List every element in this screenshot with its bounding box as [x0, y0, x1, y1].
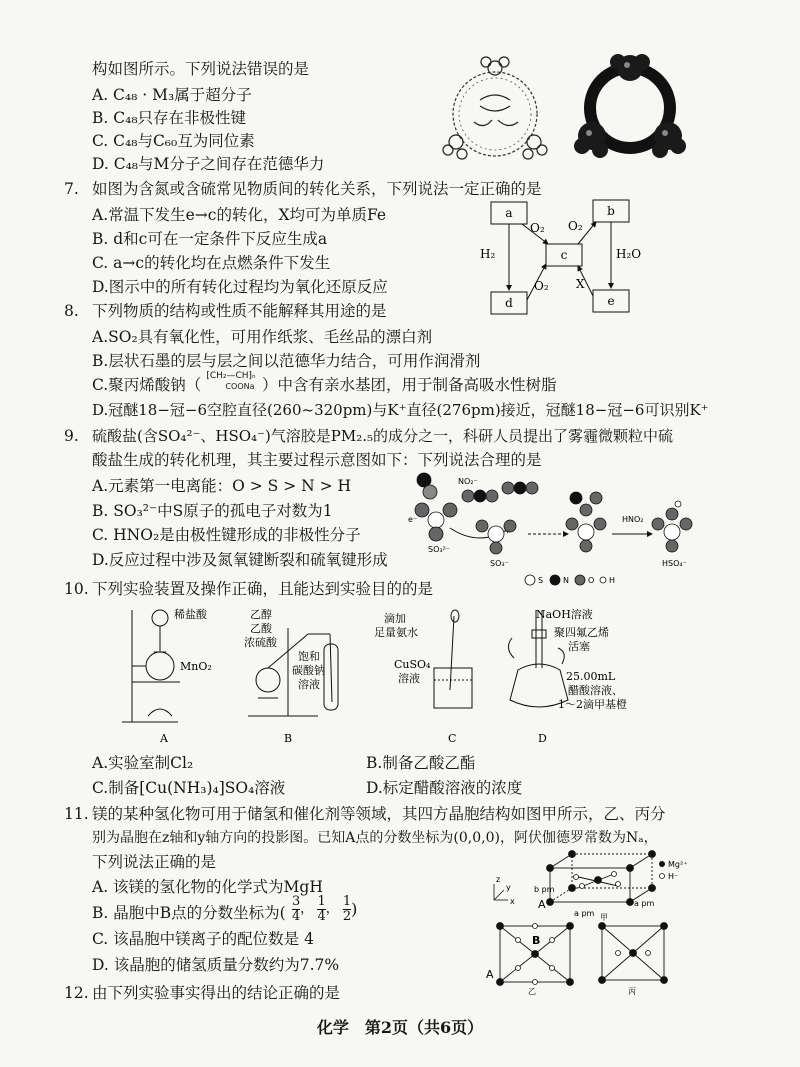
q6-option-a: A. C₄₈ · M₃属于超分子 [92, 86, 252, 104]
q9-option-c: C. HNO₂是由极性键形成的非极性分子 [92, 526, 361, 544]
q11-axis-y: y [506, 883, 511, 892]
q10-stem: 下列实验装置及操作正确，且能达到实验目的的是 [92, 580, 434, 598]
q6-macrocycle-figure [436, 50, 554, 170]
q10-d-ptfe-2: 活塞 [568, 640, 590, 653]
q9-label-hso4-minus: HSO₄⁻ [662, 559, 687, 568]
q11-legend-h: H⁻ [668, 872, 679, 881]
q7-option-b: B. d和c可在一定条件下反应生成a [92, 230, 328, 248]
q9-legend-n: N [563, 576, 569, 585]
q8-option-d: D.冠醚18−冠−6空腔直径(260~320pm)与K⁺直径(276pm)接近，冠醚18−冠−6可识别K⁺ [92, 401, 709, 419]
q9-legend-h: H [609, 576, 616, 585]
q10-caption-b: B [284, 732, 293, 745]
q11-frac-den-1: 4 [292, 909, 301, 924]
q11-frac-den-3: 2 [342, 909, 352, 924]
q9-legend-o: O [588, 576, 595, 585]
q6-stem: 构如图所示。下列说法错误的是 [92, 60, 310, 78]
q7-node-a: a [505, 206, 513, 220]
q7-label-o2-dc: O₂ [534, 279, 549, 293]
q8-option-a: A.SO₂具有氧化性，可用作纸浆、毛丝品的漂白剂 [92, 328, 433, 346]
q9-option-d: D.反应过程中涉及氮氧键断裂和硫氧键形成 [92, 551, 388, 569]
q9-option-a: A.元素第一电离能：O > S > N > H [92, 477, 352, 495]
q11-option-c: C. 该晶胞中镁离子的配位数是 4 [92, 930, 314, 948]
q9-label-hno2: HNO₂ [622, 515, 644, 524]
q11-dim-a2: a pm [634, 899, 655, 908]
q8-polymer-formula [200, 371, 262, 392]
q11-option-d: D. 该晶胞的储氢质量分数约为7.7% [92, 956, 340, 974]
q10-b-reagent-3: 浓硫酸 [244, 636, 277, 649]
q10-d-naoh-label: NaOH溶液 [536, 608, 593, 621]
q12-stem: 由下列实验事实得出的结论正确的是 [92, 984, 341, 1002]
q8-formula-group: COONa [225, 382, 255, 391]
q11-frac-num-2: 1 [317, 894, 326, 909]
q10-d-flask-3: 1～2滴甲基橙 [558, 698, 627, 711]
q10-b-reagent-1: 乙醇 [250, 608, 272, 621]
q6-option-b: B. C₄₈只存在非极性键 [92, 109, 247, 127]
q11-frac-num-1: 3 [292, 894, 301, 909]
q7-option-d: D.图示中的所有转化过程均为氧化还原反应 [92, 278, 388, 296]
q11-point-a-top: A [538, 898, 546, 911]
q10-b-solution-2: 碳酸钠 [292, 664, 325, 677]
q8-number: 8. [64, 302, 79, 320]
q10-d-flask-1: 25.00mL [566, 670, 616, 683]
q7-stem: 如图为含氮或含硫常见物质间的转化关系，下列说法一定正确的是 [92, 180, 542, 198]
q9-stem-line2: 酸盐生成的转化机理，其主要过程示意图如下：下列说法合理的是 [92, 451, 542, 469]
q6-option-c: C. C₄₈与C₆₀互为同位素 [92, 132, 255, 150]
q10-d-flask-2: 醋酸溶液、 [568, 684, 623, 697]
q10-caption-a: A [160, 732, 168, 745]
q10-d-ptfe-1: 聚四氟乙烯 [554, 626, 609, 639]
q10-b-solution-1: 饱和 [298, 650, 320, 663]
q7-conversion-diagram [478, 196, 642, 320]
q11-stem-line2: 别为晶胞在z轴和y轴方向的投影图。已知A点的分数坐标为(0,0,0)，阿伏伽德罗常数为Nₐ， [92, 830, 658, 846]
q7-label-h2o: H₂O [616, 247, 642, 261]
q7-label-h2: H₂ [480, 247, 496, 261]
q9-option-b: B. SO₃²⁻中S原子的孤电子对数为1 [92, 502, 333, 520]
q7-number: 7. [64, 180, 79, 198]
q10-b-reagent-2: 乙酸 [250, 622, 272, 635]
q10-c-drop-1: 滴加 [384, 612, 406, 625]
q8-option-b: B.层状石墨的层与层之间以范德华力结合，可用作润滑剂 [92, 352, 481, 370]
q11-point-b: B [532, 934, 541, 947]
q11-stem-line1: 镁的某种氢化物可用于储氢和催化剂等领域，其四方晶胞结构如图甲所示，乙、丙分 [92, 805, 666, 823]
q10-apparatus-figure [118, 604, 638, 746]
page-footer: 化学 第2页（共6页） [316, 1018, 484, 1037]
q11-legend-mg: Mg²⁺ [668, 860, 688, 869]
q9-mechanism-diagram [400, 470, 710, 588]
q9-label-electron: e⁻ [408, 515, 418, 524]
q9-stem-line1: 硫酸盐(含SO₄²⁻、HSO₄⁻)气溶胶是PM₂.₅的成分之一，科研人员提出了雾霾微颗粒中硫 [92, 427, 674, 445]
q9-label-so3-minus: SO₃⁻ [490, 559, 509, 568]
q7-label-o2-ac: O₂ [530, 221, 545, 235]
q7-label-o2-cb: O₂ [568, 219, 583, 233]
q10-option-a: A.实验室制Cl₂ [92, 754, 194, 772]
q7-node-d: d [505, 296, 513, 310]
q8-option-c-part1: C.聚丙烯酸钠（ [92, 376, 202, 394]
q10-option-b: B.制备乙酸乙酯 [366, 754, 476, 772]
q7-node-c: c [560, 248, 568, 262]
q10-c-cuso4-2: 溶液 [398, 672, 420, 685]
q10-caption-d: D [538, 732, 547, 745]
q6-space-filling-model [570, 50, 690, 162]
q11-caption-yi: 乙 [528, 987, 536, 996]
q12-number: 12. [64, 984, 89, 1002]
q11-number: 11. [64, 805, 89, 823]
q10-a-acid-label: 稀盐酸 [174, 608, 207, 621]
q9-legend-s: S [538, 576, 544, 585]
q7-node-b: b [607, 204, 615, 218]
q7-node-e: e [607, 294, 615, 308]
q11-frac-den-2: 4 [317, 909, 326, 924]
q9-label-so3-2minus: SO₃²⁻ [428, 545, 451, 554]
q11-caption-jia: 甲 [600, 913, 608, 922]
q11-option-b-prefix: B. 晶胞中B点的分数坐标为( [92, 904, 286, 922]
q10-option-c: C.制备[Cu(NH₃)₄]SO₄溶液 [92, 779, 286, 797]
q11-stem-line3: 下列说法正确的是 [92, 853, 217, 871]
q8-option-c-part2: ）中含有亲水基团，用于制备高吸水性树脂 [262, 376, 557, 394]
q7-option-a: A.常温下发生e→c的转化，X均可为单质Fe [92, 206, 387, 224]
q7-label-x: X [576, 277, 585, 291]
q11-axis-z: z [496, 875, 501, 884]
q11-point-a-bottom: A [486, 968, 494, 981]
q9-label-no2-minus: NO₂⁻ [458, 477, 478, 486]
q10-number: 10. [64, 580, 89, 598]
q7-option-c: C. a→c的转化均在点燃条件下发生 [92, 254, 331, 272]
q11-dim-a1: a pm [574, 909, 595, 918]
q6-option-d: D. C₄₈与M分子之间存在范德华力 [92, 155, 325, 173]
q11-caption-bing: 丙 [628, 987, 636, 996]
q10-a-mno2-label: MnO₂ [180, 660, 212, 673]
q11-crystal-cell-figure [478, 846, 688, 996]
q10-c-drop-2: 足量氨水 [374, 626, 418, 639]
q9-number: 9. [64, 427, 79, 445]
q8-stem: 下列物质的结构或性质不能解释其用途的是 [92, 302, 387, 320]
q8-formula-chain: ⁅CH₂—CH⁆ₙ [206, 371, 256, 381]
q10-c-cuso4-1: CuSO₄ [394, 658, 431, 671]
q11-frac-num-3: 1 [342, 894, 352, 909]
q10-option-d: D.标定醋酸溶液的浓度 [366, 779, 523, 797]
q11-b-coordinates: $\frac{3}{4}$ ， $\frac{1}{4}$ ， $\frac{1}{2}$ ) [292, 894, 358, 924]
q11-option-a: A. 该镁的氢化物的化学式为MgH [92, 878, 323, 896]
q11-dim-b: b pm [534, 885, 555, 894]
q10-b-solution-3: 溶液 [298, 678, 320, 691]
q11-axis-x: x [510, 897, 515, 906]
q10-caption-c: C [448, 732, 457, 745]
